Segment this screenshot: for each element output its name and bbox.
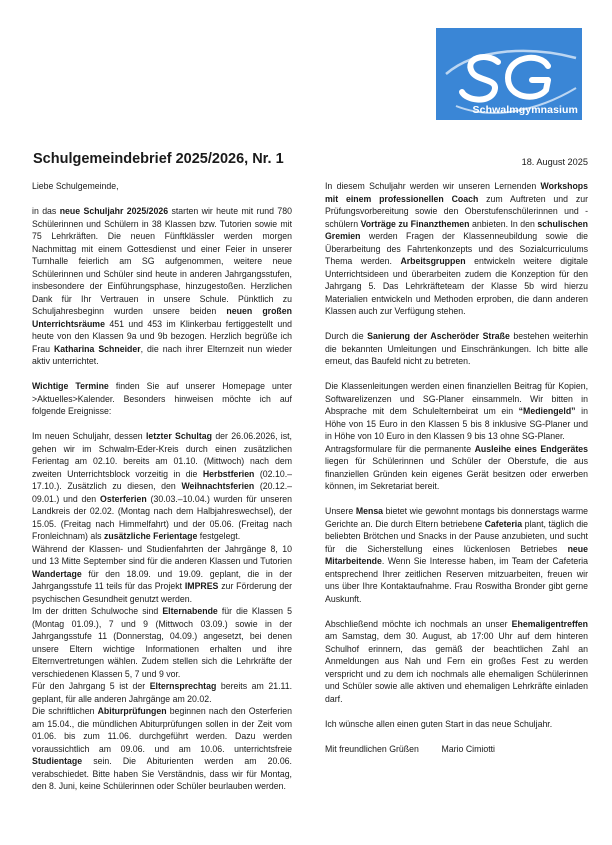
right-column-body [325,180,588,730]
left-paragraph: Die schriftlichen Abiturprüfungen beginnen nach den Osterferien am 15.04., die mündlichen Abiturprüfungen sollen in der Zeit vom 01.06. bis zum 11.06. durchgeführt werden. Dazu werden voraussichtlich am 09.06. und am 10.06. unterrichtsfreie Studientage sein. Die Abiturienten werden am 20.06. verabschiedet. Bitte haben Sie Verständnis, dass wir für Montag, den 8. Juni, keine Schülerinnen oder Schüler beurlauben werden. [32,706,292,791]
signer-name: Mario Cimiotti [441,743,495,754]
right-paragraph: In diesem Schuljahr werden wir unseren Lernenden Workshops mit einem professionellen Coach zum Auftreten und zur Prüfungsvorbereitung sowie den Oberstufenschülerinnen und -schülern Vorträge zu Finanzthemen anbieten. In den schulischen Gremien werden Fragen der Klassenneubildung sowie die Überarbeitung des Fahrtenkonzepts und des Sozialcurriculums Thema werden. Arbeitsgruppen entwickeln weitere digitale Unterrichtsideen und überarbeiten zudem die Konzeption für den Jahrgang 5. Das Lehrkräfteteam der Klasse 5b wird hierzu Materialien entwickeln und Methoden erproben, die dann anderen Klassen auch zur Verfügung stehen. [325,181,588,316]
left-paragraph: Im der dritten Schulwoche sind Elternabende für die Klassen 5 (Montag 01.09.), 7 und 9 (Mittwoch 03.09.) sowie in der Jahrgangsstufe 11 (Donnerstag, 04.09.) angesetzt, bei denen unsere Eltern wichtige Informationen erhalten und ihre Elternvertretungen wählen. Zudem stellen sich die Lehrkräfte der verschiedenen Klassen 5, 7 und 9 vor. [32,606,292,679]
school-logo [436,28,582,120]
closing-greeting: Mit freundlichen Grüßen [325,743,419,754]
right-paragraph: Antragsformulare für die permanente Ausleihe eines Endgerätes liegen für Schülerinnen und Schüler der Oberstufe, die aus finanziellen Gründen kein eigenes Gerät besitzen oder erwerben können, im Sekretariat bereit. [325,443,588,491]
left-column [32,180,292,793]
right-paragraph: Durch die Sanierung der Ascheröder Straße bestehen weiterhin die bekannten Umleitungen und Einschränkungen. Ich bitte alle erneut, das Baufeld nicht zu betreten. [325,331,588,366]
letter-date: 18. August 2025 [521,157,588,167]
left-paragraph: Während der Klassen- und Studienfahrten der Jahrgänge 8, 10 und 13 Mitte September sind für die anderen Klassen und Tutorien Wandertage für den 18.09. und 19.09. geplant, die in der Jahrgangsstufe 11 teils für das Projekt IMPRES zur Förderung der psychischen Gesundheit genutzt werden. [32,543,292,604]
right-paragraph: Unsere Mensa bietet wie gewohnt montags bis donnerstags warme Gerichte an. Die durch Eltern betriebene Cafeteria plant, täglich die beliebten Brötchen und Snacks in der Pause anzubieten, und sucht für die Sicherstellung eines lückenlosen Betriebes neue Mitarbeitende. Wenn Sie Interesse haben, im Team der Cafeteria entsprechend Ihrer zeitlichen Reserven mitzuarbeiten, freuen wir uns über Ihre Kontaktaufnahme. Frau Roswitha Bronder gibt gerne Auskunft. [325,506,589,604]
left-paragraph: Im neuen Schuljahr, dessen letzter Schultag der 26.06.2026, ist, gehen wir im Schwalm-Eder-Kreis durch einen zusätzlichen Ferientag am 02.10. bereits am 01.10. (Mittwoch) nach dem zweiten Unterrichtsblock vorzeitig in die Herbstferien (02.10.–17.10.). Zusätzlich zu diesen, den Weihnachtsferien (20.12.–09.01.) und den Osterferien (30.03.–10.04.) wurden für unseren Landkreis der 02.02. (Montag nach dem Halbjahreswechsel), der 15.05. (Freitag nach Himmelfahrt) und der 05.06. (Freitag nach Fronleichnam) als zusätzliche Ferientage festgelegt. [32,431,293,541]
left-paragraph: Liebe Schulgemeinde, [32,181,119,191]
left-paragraph: Für den Jahrgang 5 ist der Elternsprechtag bereits am 21.11. geplant, für alle anderen Jahrgänge am 20.02. [32,681,293,704]
logo-school-name: Schwalmgymnasium [472,104,578,116]
right-paragraph: Abschließend möchte ich nochmals an unser Ehemaligentreffen am Samstag, dem 30. August, ab 17:00 Uhr auf dem hinteren Schulhof erinnern, das gemäß der beachtlichen Zahl an Anmeldungen aus Nah und Fern ein großes Fest zu werden verspricht und zu dem ich nochmals alle ehemaligen Schülerinnen und Schüler sowie alle aktiven und ehemaligen Lehrkräfte einladen darf. [325,618,588,704]
right-column [325,180,588,755]
signature-line [325,743,495,756]
left-paragraph: Wichtige Termine finden Sie auf unserer Homepage unter >Aktuelles>Kalender. Besonders hinweisen möchte ich auf folgende Ereignisse: [32,381,293,416]
right-paragraph: Ich wünsche allen einen guten Start in das neue Schuljahr. [325,718,553,729]
page-title: Schulgemeindebrief 2025/2026, Nr. 1 [33,151,284,167]
left-paragraph: in das neue Schuljahr 2025/2026 starten wir heute mit rund 780 Schülerinnen und Schülern in 38 Klassen bzw. Tutorien sowie mit 75 Lehrkräften. Die neuen Fünftklässler werden morgen Nachmittag mit einem Gottesdienst und einer Feier in unserer Turnhalle feierlich am SG aufgenommen, weitere neue Schülerinnen und Schüler sind heute in anderen Jahrgangsstufen, insbesondere der Einführungsphase, hinzugestoßen. Herzlichen Dank für Ihr Vertrauen in unsere Schule. Pünktlich zu Schuljahresbeginn wurden unsere beiden neuen großen Unterrichtsräume 451 und 453 im Klinkerbau fertiggestellt und heute von den Klassen 9a und 9b bezogen. Herzlich begrüße ich Frau Katharina Schneider, die nach ihrer Elternzeit nun wieder aktiv unterrichtet. [32,206,292,366]
right-paragraph: Die Klassenleitungen werden einen finanziellen Beitrag für Kopien, Softwarelizenzen und SG-Planer einsammeln. Wir bitten in Absprache mit dem Schulelternbeirat um ein “Mediengeld” in Höhe von 15 Euro in den Klassen 5 bis 8 inklusive SG-Planer und in Höhe von 10 Euro in den Klassen 9 bis 13 ohne SG-Planer. [325,381,588,441]
